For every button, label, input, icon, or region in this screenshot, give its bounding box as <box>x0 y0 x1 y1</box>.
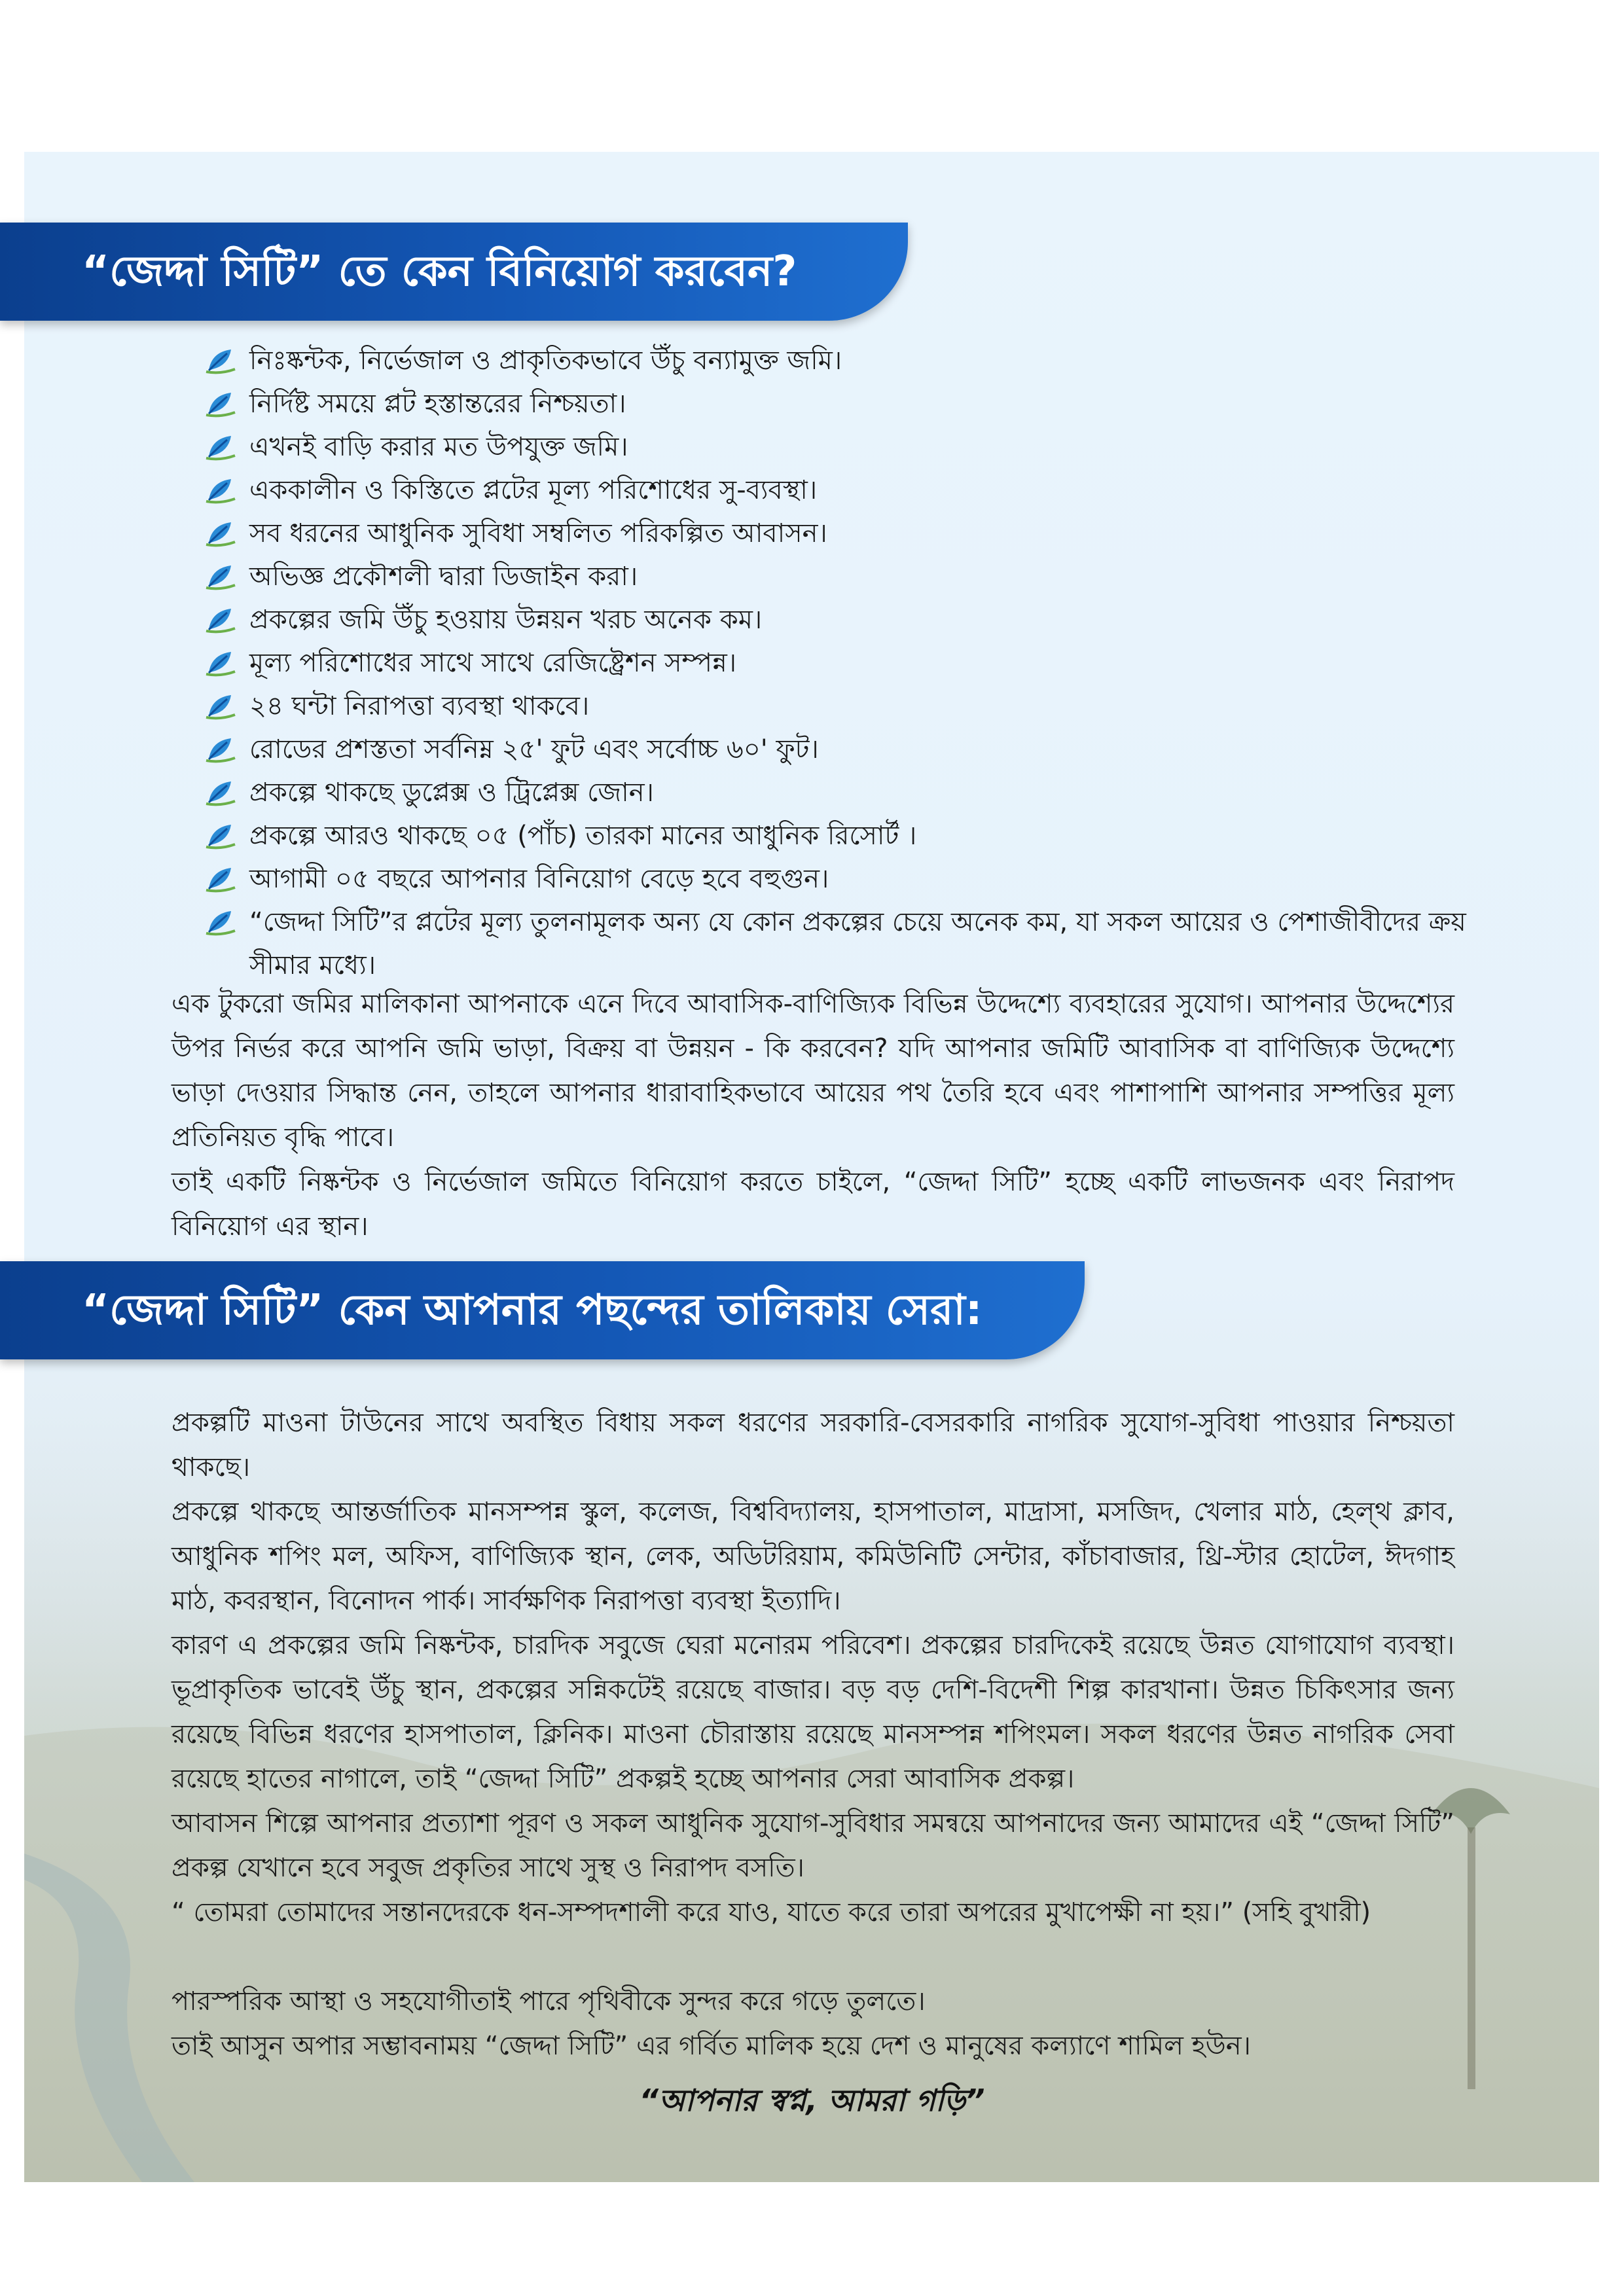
details-paragraph-6: পারস্পরিক আস্থা ও সহযোগীতাই পারে পৃথিবীকে সুন্দর করে গড়ে তুলতে। <box>171 1986 926 2017</box>
details-paragraph-3: কারণ এ প্রকল্পের জমি নিষ্কন্টক, চারদিক সবুজে ঘেরা মনোরম পরিবেশ। প্রকল্পের চারদিকেই রয়েছে উন্নত যোগাযোগ ব্যবস্থা। ভূপ্রাকৃতিক ভাবেই উঁচু স্থান, প্রকল্পের সন্নিকটেই রয়েছে বাজার। বড় বড় দেশি-বিদেশী শিল্প কারখানা। উন্নত চিকিৎসার জন্য রয়েছে বিভিন্ন ধরণের হাসপাতাল, ক্লিনিক। মাওনা চৌরাস্তায় রয়েছে মানসম্পন্ন শপিংমল। সকল ধরণের উন্নত নাগরিক সেবা রয়েছে হাতের নাগালে, তাই “জেদ্দা সিটি” প্রকল্পই হচ্ছে আপনার সেরা আবাসিক প্রকল্প। <box>171 1630 1454 1794</box>
intro-paragraph-1: এক টুকরো জমির মালিকানা আপনাকে এনে দিবে আবাসিক-বাণিজ্যিক বিভিন্ন উদ্দেশ্যে ব্যবহারের সুযোগ। আপনার উদ্দেশ্যের উপর নির্ভর করে আপনি জমি ভাড়া, বিক্রয় বা উন্নয়ন - কি করবেন? যদি আপনার জমিটি আবাসিক বা বাণিজ্যিক উদ্দেশ্যে ভাড়া দেওয়ার সিদ্ধান্ত নেন, তাহলে আপনার ধারাবাহিকভাবে আয়ের পথ তৈরি হবে এবং পাশাপাশি আপনার সম্পত্তির মূল্য প্রতিনিয়ত বৃদ্ধি পাবে। <box>171 989 1454 1153</box>
section-banner-why-invest <box>0 223 908 321</box>
list-item: “জেদ্দা সিটি”র প্লটের মূল্য তুলনামূলক অন্য যে কোন প্রকল্পের চেয়ে অনেক কম, যা সকল আয়ের ও পেশাজীবীদের ক্রয় সীমার মধ্যে। <box>205 901 1468 987</box>
details-paragraph-1: প্রকল্পটি মাওনা টাউনের সাথে অবস্থিত বিধায় সকল ধরণের সরকারি-বেসরকারি নাগরিক সুযোগ-সুবিধা পাওয়ার নিশ্চয়তা থাকছে। <box>171 1408 1454 1482</box>
leaf-bullet-icon <box>205 346 236 374</box>
list-item: প্রকল্পে আরও থাকছে ০৫ (পাঁচ) তারকা মানের আধুনিক রিসোর্ট । <box>205 814 1468 857</box>
list-item: আগামী ০৫ বছরে আপনার বিনিয়োগ বেড়ে হবে বহুগুন। <box>205 857 1468 901</box>
list-item: নিঃষ্কন্টক, নির্ভেজাল ও প্রাকৃতিকভাবে উঁচু বন্যামুক্ত জমি। <box>205 339 1468 382</box>
list-item: এখনই বাড়ি করার মত উপযুক্ত জমি। <box>205 425 1468 469</box>
details-paragraph-4: আবাসন শিল্পে আপনার প্রত্যাশা পূরণ ও সকল আধুনিক সুযোগ-সুবিধার সমন্বয়ে আপনাদের জন্য আমাদের এই “জেদ্দা সিটি” প্রকল্প যেখানে হবে সবুজ প্রকৃতির সাথে সুস্থ ও নিরাপদ বসতি। <box>171 1808 1454 1883</box>
list-item: অভিজ্ঞ প্রকৌশলী দ্বারা ডিজাইন করা। <box>205 555 1468 598</box>
list-item: প্রকল্পের জমি উঁচু হওয়ায় উন্নয়ন খরচ অনেক কম। <box>205 598 1468 641</box>
leaf-bullet-icon <box>205 648 236 677</box>
section-banner-why-best <box>0 1261 1085 1359</box>
benefits-list <box>205 339 1468 987</box>
leaf-bullet-icon <box>205 518 236 547</box>
details-paragraph-2: প্রকল্পে থাকছে আন্তর্জাতিক মানসম্পন্ন স্কুল, কলেজ, বিশ্ববিদ্যালয়, হাসপাতাল, মাদ্রাসা, মসজিদ, খেলার মাঠ, হেল্থ ক্লাব, আধুনিক শপিং মল, অফিস, বাণিজ্যিক স্থান, লেক, অডিটরিয়াম, কমিউনিটি সেন্টার, কাঁচাবাজার, থ্রি-স্টার হোটেল, ঈদগাহ মাঠ, কবরস্থান, বিনোদন পার্ক। সার্বক্ষণিক নিরাপত্তা ব্যবস্থা ইত্যাদি। <box>171 1497 1454 1616</box>
slogan: “আপনার স্বপ্ন, আমরা গড়ি” <box>639 2083 985 2118</box>
list-item: মূল্য পরিশোধের সাথে সাথে রেজিষ্ট্রেশন সম্পন্ন। <box>205 641 1468 685</box>
leaf-bullet-icon <box>205 562 236 590</box>
leaf-bullet-icon <box>205 907 236 936</box>
details-paragraph-7: তাই আসুন অপার সম্ভাবনাময় “জেদ্দা সিটি” এর গর্বিত মালিক হয়ে দেশ ও মানুষের কল্যাণে শামিল হউন। <box>171 2031 1251 2061</box>
intro-paragraph-2: তাই একটি নিষ্কন্টক ও নির্ভেজাল জমিতে বিনিয়োগ করতে চাইলে, “জেদ্দা সিটি” হচ্ছে একটি লাভজনক এবং নিরাপদ বিনিয়োগ এর স্থান। <box>171 1167 1454 1242</box>
leaf-bullet-icon <box>205 864 236 893</box>
list-item: রোডের প্রশস্ততা সর্বনিম্ন ২৫' ফুট এবং সর্বোচ্চ ৬০' ফুট। <box>205 728 1468 771</box>
leaf-bullet-icon <box>205 475 236 504</box>
leaf-bullet-icon <box>205 432 236 461</box>
leaf-bullet-icon <box>205 605 236 634</box>
leaf-bullet-icon <box>205 734 236 763</box>
leaf-bullet-icon <box>205 691 236 720</box>
list-item: প্রকল্পে থাকছে ডুপ্লেক্স ও ট্রিপ্লেক্স জোন। <box>205 771 1468 814</box>
hadith-quote: “ তোমরা তোমাদের সন্তানদেরকে ধন-সম্পদশালী করে যাও, যাতে করে তারা অপরের মুখাপেক্ষী না হয়।” (সহি বুখারী) <box>171 1897 1371 1928</box>
banner-title: “জেদ্দা সিটি” তে কেন বিনিয়োগ করবেন? <box>82 247 797 296</box>
leaf-bullet-icon <box>205 778 236 806</box>
leaf-bullet-icon <box>205 821 236 850</box>
list-item: সব ধরনের আধুনিক সুবিধা সম্বলিত পরিকল্পিত আবাসন। <box>205 512 1468 555</box>
list-item: ২৪ ঘন্টা নিরাপত্তা ব্যবস্থা থাকবে। <box>205 685 1468 728</box>
banner-title: “জেদ্দা সিটি” কেন আপনার পছন্দের তালিকায় সেরা: <box>82 1286 983 1335</box>
list-item: নির্দিষ্ট সময়ে প্লট হস্তান্তরের নিশ্চয়তা। <box>205 382 1468 425</box>
leaf-bullet-icon <box>205 389 236 418</box>
list-item: এককালীন ও কিস্তিতে প্লটের মূল্য পরিশোধের সু-ব্যবস্থা। <box>205 469 1468 512</box>
